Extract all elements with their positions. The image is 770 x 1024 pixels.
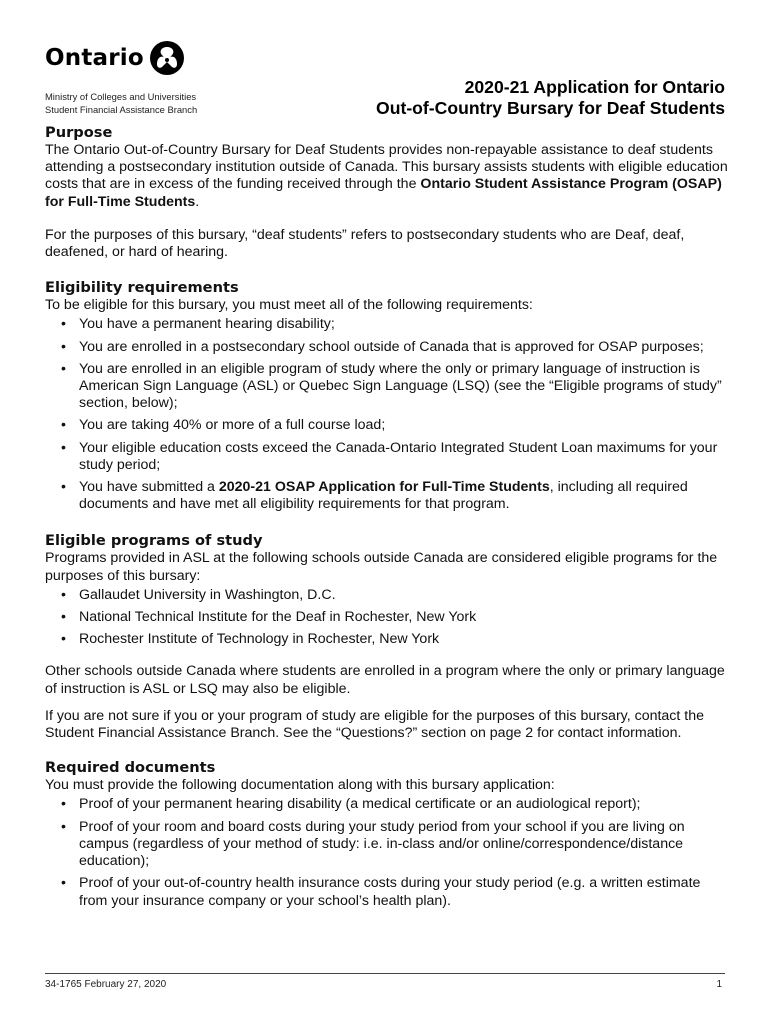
list-item: • Rochester Institute of Technology in Rochester, New York bbox=[45, 631, 729, 648]
eligibility-list bbox=[45, 316, 729, 513]
list-item: • National Technical Institute for the Deaf in Rochester, New York bbox=[45, 609, 729, 626]
ministry-name: Ministry of Colleges and Universities bbox=[45, 91, 197, 102]
documents-heading: Required documents bbox=[45, 759, 216, 777]
list-item-text: You have submitted a bbox=[79, 479, 219, 496]
list-item: • Your eligible education costs exceed the Canada-Ontario Integrated Student Loan maximums for your study period; bbox=[45, 440, 729, 474]
list-item-text-end: , including all required documents and have met all eligibility requirements for that program. bbox=[79, 479, 688, 513]
form-title-line-1: 2020-21 Application for Ontario bbox=[464, 77, 725, 97]
contact-paragraph: If you are not sure if you or your program of study are eligible for the purposes of this bursary, contact the Student Financial Assistance Branch. See the “Questions?” section on page 2 for contact information. bbox=[45, 707, 705, 742]
ontario-trillium-icon bbox=[149, 40, 185, 76]
list-item: • You are enrolled in a postsecondary school outside of Canada that is approved for OSAP purposes; bbox=[45, 339, 729, 356]
eligibility-intro: To be eligible for this bursary, you must meet all of the following requirements: bbox=[45, 297, 533, 314]
purpose-text: The Ontario Out-of-Country Bursary for Deaf Students provides non-repayable assistance to deaf students attending a postsecondary institution outside of Canada. This bursary assists students with eligible education costs that are in excess of the funding received through the bbox=[45, 142, 728, 193]
osap-program-name: Ontario Student Assistance Program (OSAP) for Full-Time Students bbox=[45, 176, 722, 210]
list-item: • Proof of your permanent hearing disability (a medical certificate or an audiological report); bbox=[45, 796, 729, 813]
purpose-heading: Purpose bbox=[45, 124, 113, 141]
osap-application-name: 2020-21 OSAP Application for Full-Time Students bbox=[218, 479, 550, 496]
document-body bbox=[45, 124, 729, 915]
list-item: • Proof of your out-of-country health insurance costs during your study period (e.g. a written estimate from your insurance company or your school’s health plan). bbox=[45, 875, 729, 909]
programs-intro: Programs provided in ASL at the following schools outside Canada are considered eligible programs for the purposes of this bursary: bbox=[45, 550, 718, 584]
ontario-logo bbox=[45, 40, 185, 76]
ministry-info bbox=[45, 91, 197, 116]
documents-list bbox=[45, 796, 729, 909]
eligibility-heading: Eligibility requirements bbox=[45, 279, 239, 297]
list-item: • You are enrolled in an eligible program of study where the only or primary language of instruction is American Sign Language (ASL) or Quebec Sign Language (LSQ) (see the “Eligible programs of study” section, below); bbox=[45, 361, 729, 413]
schools-list bbox=[45, 587, 729, 649]
logo-wordmark: Ontario bbox=[45, 45, 144, 71]
branch-name: Student Financial Assistance Branch bbox=[45, 103, 198, 115]
list-item: • You are taking 40% or more of a full course load; bbox=[45, 417, 729, 434]
form-title bbox=[376, 77, 725, 119]
purpose-paragraph bbox=[45, 142, 729, 211]
form-title-line-2: Out-of-Country Bursary for Deaf Students bbox=[376, 98, 725, 118]
page-number: 1 bbox=[716, 979, 722, 990]
documents-intro: You must provide the following documentation along with this bursary application: bbox=[45, 777, 555, 794]
list-item bbox=[45, 479, 729, 513]
programs-heading: Eligible programs of study bbox=[45, 532, 263, 550]
deaf-students-definition: For the purposes of this bursary, “deaf students” refers to postsecondary students who are Deaf, deaf, deafened, or hard of hearing. bbox=[45, 226, 685, 261]
purpose-text-end: . bbox=[195, 193, 200, 210]
list-item: • Gallaudet University in Washington, D.C. bbox=[45, 587, 729, 604]
other-schools-paragraph: Other schools outside Canada where students are enrolled in a program where the only or primary language of instruction is ASL or LSQ may also be eligible. bbox=[45, 663, 725, 697]
list-item: • You have a permanent hearing disability; bbox=[45, 316, 729, 333]
footer-divider bbox=[45, 973, 725, 974]
form-number: 34-1765 February 27, 2020 bbox=[45, 979, 167, 990]
list-item: • Proof of your room and board costs during your study period from your school if you are living on campus (regardless of your method of study: i.e. in-class and/or online/correspondence/distance education); bbox=[45, 819, 729, 871]
